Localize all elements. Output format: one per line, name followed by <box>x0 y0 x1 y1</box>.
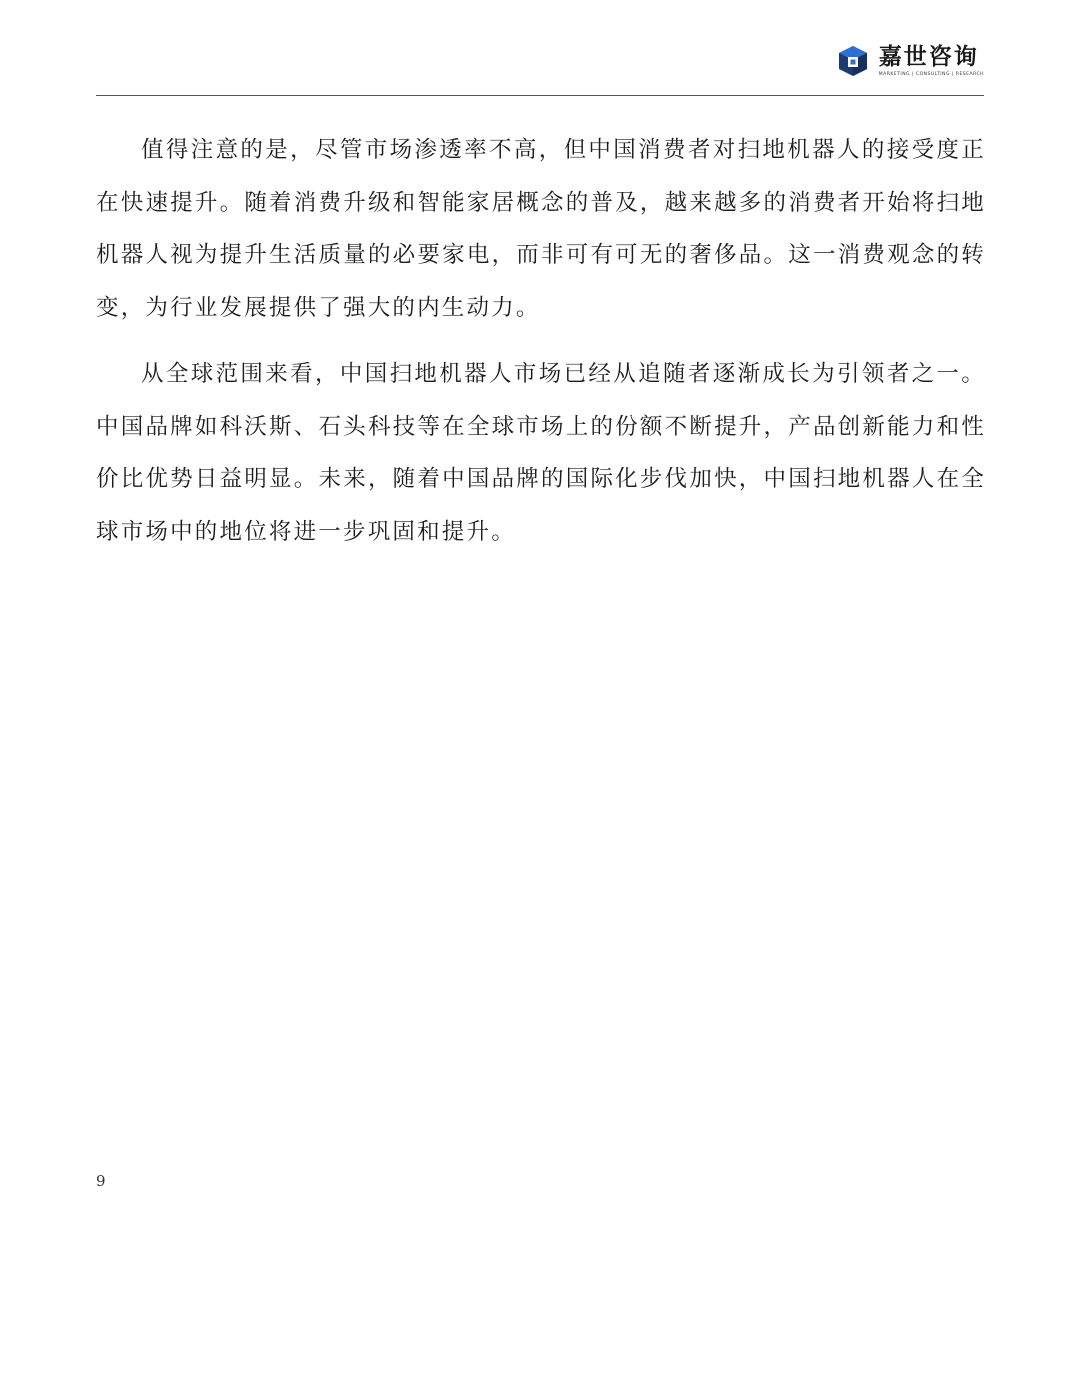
cube-logo-icon <box>836 44 870 78</box>
brand-name: 嘉世咨询 <box>878 44 979 70</box>
header-divider <box>96 95 984 96</box>
paragraph-2: 从全球范围来看，中国扫地机器人市场已经从追随者逐渐成长为引领者之一。中国品牌如科沃斯、石头科技等在全球市场上的份额不断提升，产品创新能力和性价比优势日益明显。未来，随着中国品牌的国际化步伐加快，中国扫地机器人在全球市场中的地位将进一步巩固和提升。 <box>96 361 986 545</box>
page-number: 9 <box>96 1172 106 1190</box>
page-header <box>96 0 984 96</box>
brand-logo <box>836 44 984 78</box>
paragraph-1: 值得注意的是，尽管市场渗透率不高，但中国消费者对扫地机器人的接受度正在快速提升。随着消费升级和智能家居概念的普及，越来越多的消费者开始将扫地机器人视为提升生活质量的必要家电，而非可有可无的奢侈品。这一消费观念的转变，为行业发展提供了强大的内生动力。 <box>96 137 986 321</box>
body-text <box>96 124 986 572</box>
brand-text <box>879 44 984 78</box>
brand-tagline: MARKETING | CONSULTING | RESEARCH <box>878 72 984 77</box>
